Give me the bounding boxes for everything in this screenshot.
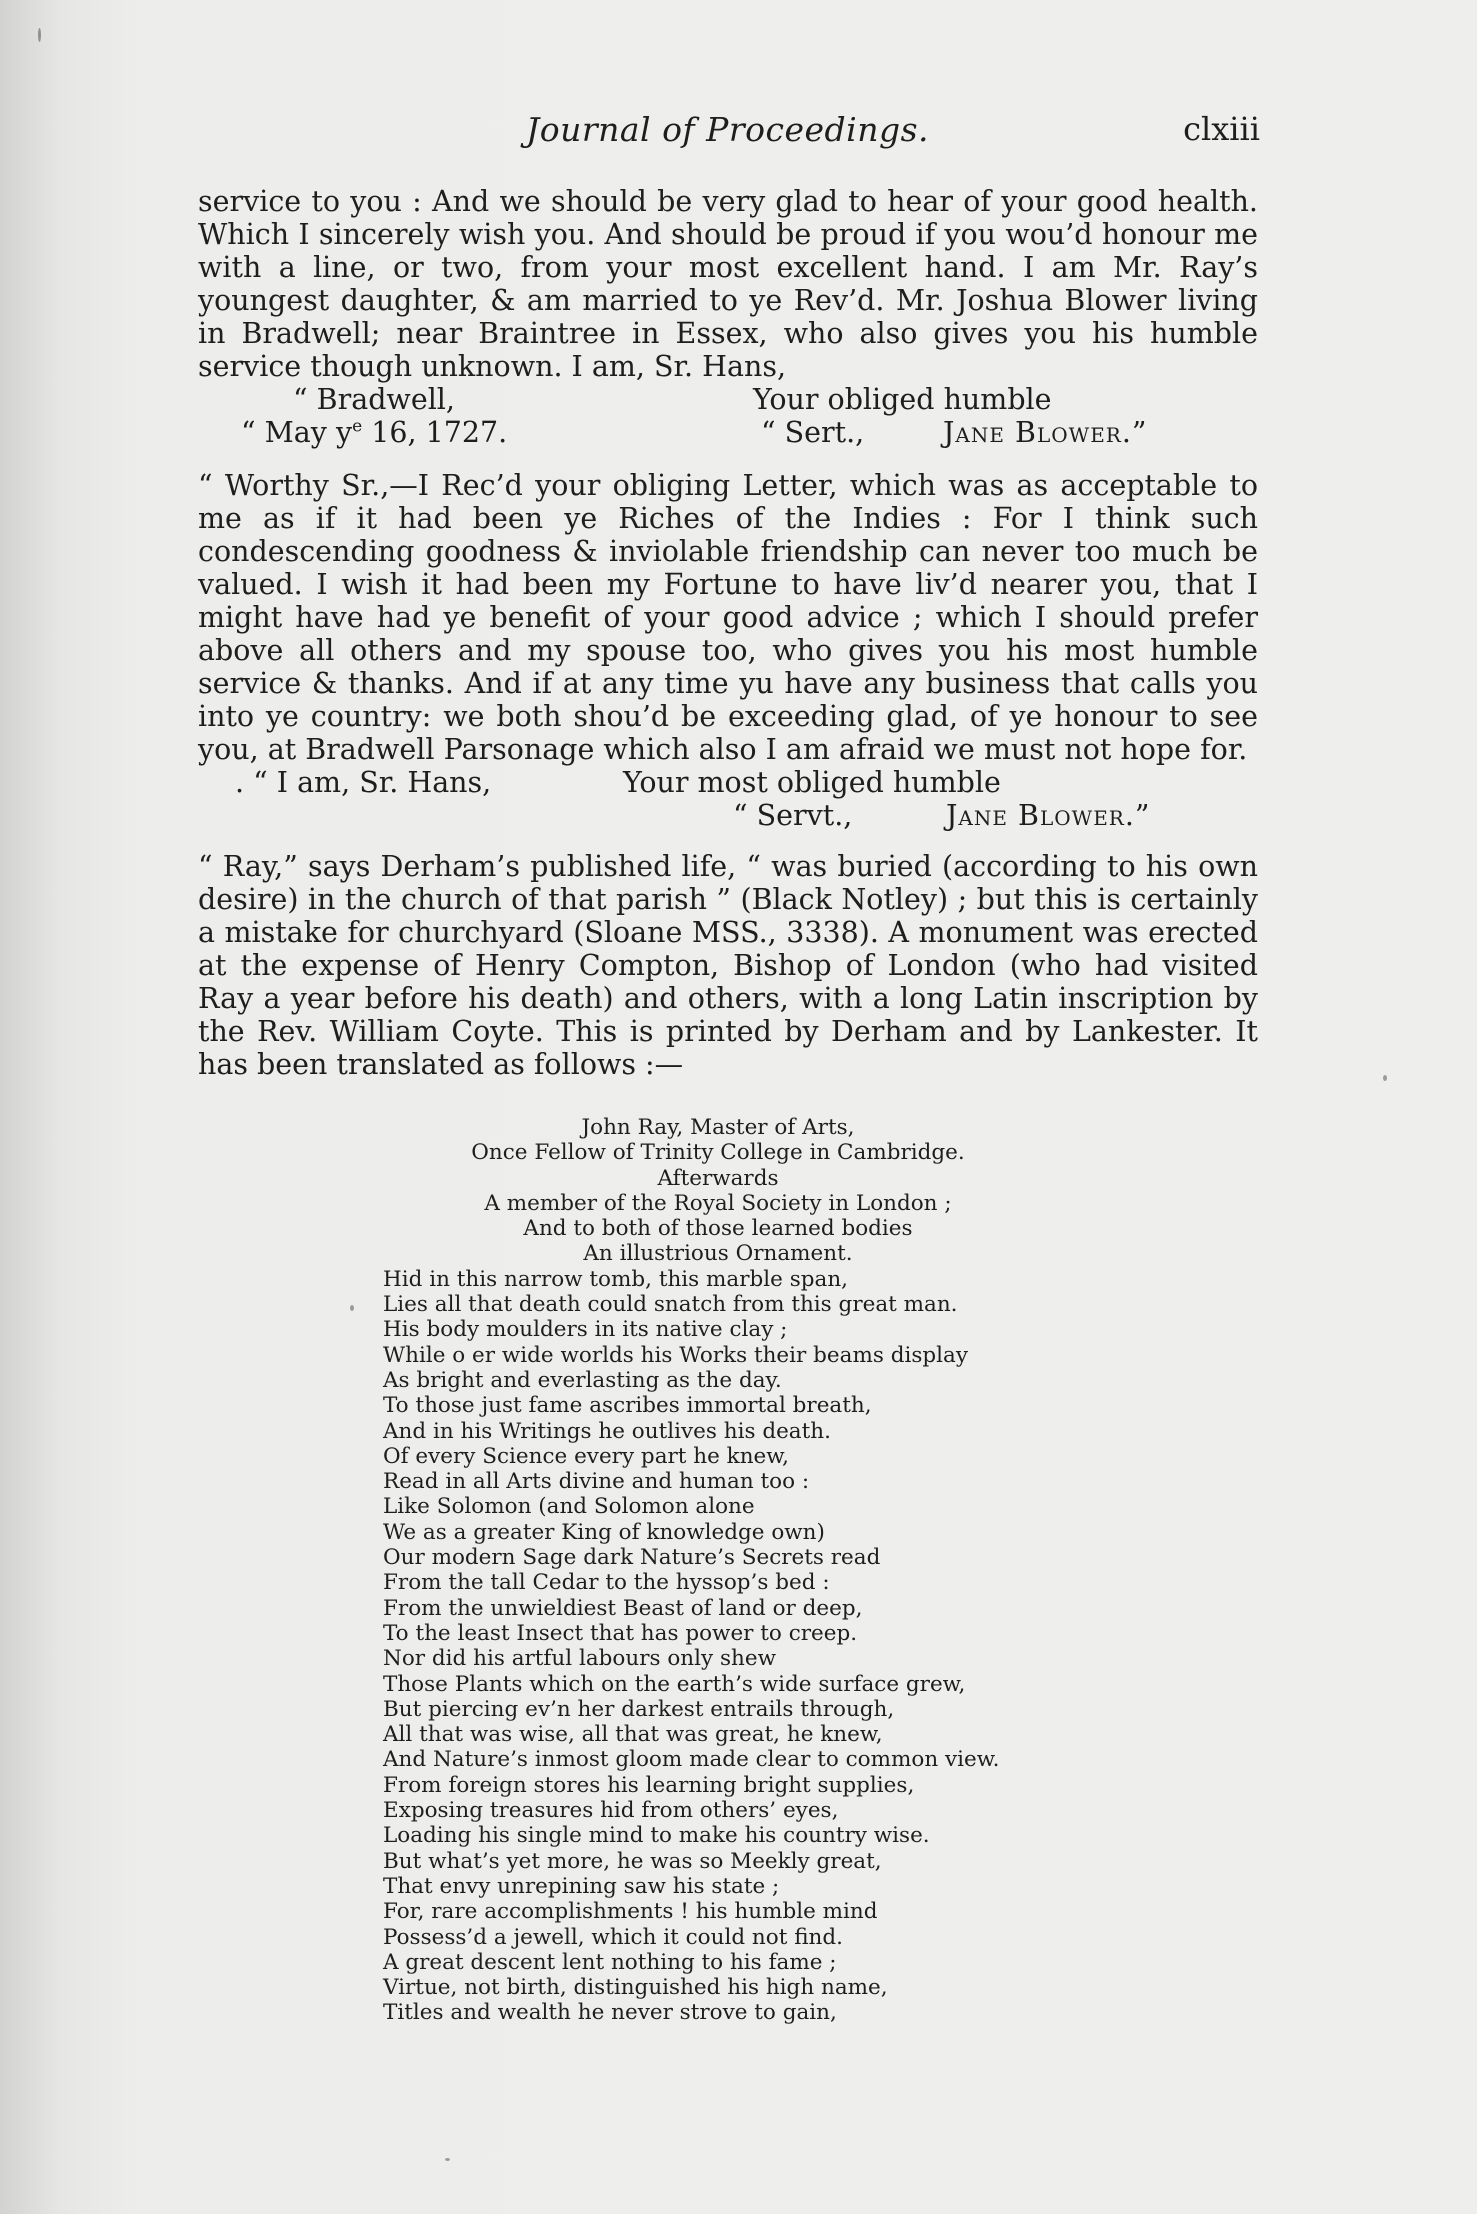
letter-two-servant-line (198, 799, 1258, 832)
verse-line: Possess’d a jewell, which it could not find. (383, 1924, 843, 1950)
verse-line: His body moulders in its native clay ; (383, 1317, 788, 1343)
letter-two-servant: “ Servt., (733, 799, 853, 832)
verse-line: While o er wide worlds his Works their beams display (383, 1342, 968, 1368)
verse-line: Of every Science every part he knew, (383, 1443, 789, 1469)
letter-one-signature: Jane Blower.” (943, 416, 1148, 449)
letter-one-date: “ May $y^e$ 16, 1727. (241, 416, 508, 449)
verse-line: Lies all that death could snatch from this great man. (383, 1292, 958, 1318)
verse-line: All that was wise, all that was great, he knew, (383, 1722, 883, 1748)
verse-line: That envy unrepining saw his state ; (383, 1873, 780, 1899)
verse-line: Those Plants which on the earth’s wide surface grew, (383, 1671, 966, 1697)
verse-line: Nor did his artful labours only shew (383, 1646, 776, 1672)
page-mark (1383, 1075, 1387, 1081)
verse-line: Read in all Arts divine and human too : (383, 1469, 810, 1495)
running-title: Journal of Proceedings. (525, 110, 930, 149)
verse-line: From foreign stores his learning bright supplies, (383, 1772, 915, 1798)
verse-line: Hid in this narrow tomb, this marble span, (383, 1266, 849, 1292)
letter-two-closing: Your most obliged humble (623, 766, 1001, 799)
verse-line: But what’s yet more, he was so Meekly great, (383, 1848, 882, 1874)
letter-two-signature: Jane Blower.” (946, 799, 1151, 832)
narrative (198, 850, 1258, 1081)
letter-one-date-line (198, 416, 1258, 449)
verse-line: Our modern Sage dark Nature’s Secrets read (383, 1545, 881, 1571)
epitaph-heading-line: Once Fellow of Trinity College in Cambridge. (471, 1140, 965, 1166)
verse-line: Virtue, not birth, distinguished his high name, (383, 1975, 888, 2001)
verse-line: Titles and wealth he never strove to gain, (383, 2000, 837, 2026)
verse-line: From the tall Cedar to the hyssop’s bed : (383, 1570, 830, 1596)
epitaph-heading-line: An illustrious Ornament. (583, 1241, 853, 1267)
letter-two (198, 469, 1258, 832)
verse-line: To those just fame ascribes immortal breath, (383, 1393, 872, 1419)
page-number: clxiii (1183, 110, 1260, 148)
narrative-paragraph: “ Ray,” says Derham’s published life, “ was buried (according to his own desire) in the church of that parish ” (Black Notley) ; but this is certainly a mistake for churchyard (Sloane MSS., 3338). A monument was erected at the expense of Henry Compton, Bishop of London (who had visited Ray a year before his death) and others, with a long Latin inscription by the Rev. William Coyte. This is printed by Derham and by Lankester. It has been translated as follows :— (198, 850, 1258, 1081)
verse-line: Loading his single mind to make his country wise. (383, 1823, 930, 1849)
letter-one-body: service to you : And we should be very glad to hear of your good health. Which I sincerely wish you. And should be proud if you wou’d honour me with a line, or two, from your most excellent hand. I am Mr. Ray’s youngest daughter, & am married to ye Rev’d. Mr. Joshua Blower living in Bradwell; near Braintree in Essex, who also gives you his humble service though unknown. I am, Sr. Hans, (198, 185, 1258, 383)
letter-two-greeting: . “ I am, Sr. Hans, (235, 766, 492, 799)
page-header (195, 110, 1260, 160)
epitaph (198, 1115, 1258, 2026)
verse-line: And in his Writings he outlives his death. (383, 1418, 831, 1444)
verse-line: From the unwieldiest Beast of land or deep, (383, 1595, 863, 1621)
letter-one (198, 185, 1258, 449)
verse-line: For, rare accomplishments ! his humble mind (383, 1899, 878, 1925)
verse-line: We as a greater King of knowledge own) (383, 1519, 825, 1545)
epitaph-heading-line: John Ray, Master of Arts, (581, 1115, 855, 1140)
letter-one-servant: “ Sert., (761, 416, 865, 449)
letter-two-greeting-line (198, 766, 1258, 799)
verse-line: To the least Insect that has power to creep. (383, 1620, 858, 1646)
verse-line: As bright and everlasting as the day. (383, 1367, 782, 1393)
letter-one-place: “ Bradwell, (293, 383, 455, 416)
page-mark (38, 28, 41, 42)
verse-line: Exposing treasures hid from others’ eyes, (383, 1798, 839, 1824)
verse-line: But piercing ev’n her darkest entrails through, (383, 1696, 895, 1722)
page-mark (445, 2158, 450, 2161)
page-body (198, 185, 1258, 2026)
verse-line: Like Solomon (and Solomon alone (383, 1494, 755, 1520)
letter-one-place-line (198, 383, 1258, 416)
epitaph-heading-line: A member of the Royal Society in London ; (484, 1190, 952, 1216)
verse-line: And Nature’s inmost gloom made clear to common view. (383, 1747, 1000, 1773)
epitaph-heading-line: Afterwards (657, 1165, 779, 1191)
letter-one-closing: Your obliged humble (753, 383, 1052, 416)
epitaph-heading-line: And to both of those learned bodies (523, 1216, 913, 1242)
verse-line: A great descent lent nothing to his fame ; (383, 1949, 837, 1975)
letter-two-body: “ Worthy Sr.,—I Rec’d your obliging Letter, which was as acceptable to me as if it had been ye Riches of the Indies : For I think such condescending goodness & inviolable friendship can never too much be valued. I wish it had been my Fortune to have liv’d nearer you, that I might have had ye benefit of your good advice ; which I should prefer above all others and my spouse too, who gives you his most humble service & thanks. And if at any time yu have any business that calls you into ye country: we both shou’d be exceeding glad, of ye honour to see you, at Bradwell Parsonage which also I am afraid we must not hope for. (198, 469, 1258, 766)
